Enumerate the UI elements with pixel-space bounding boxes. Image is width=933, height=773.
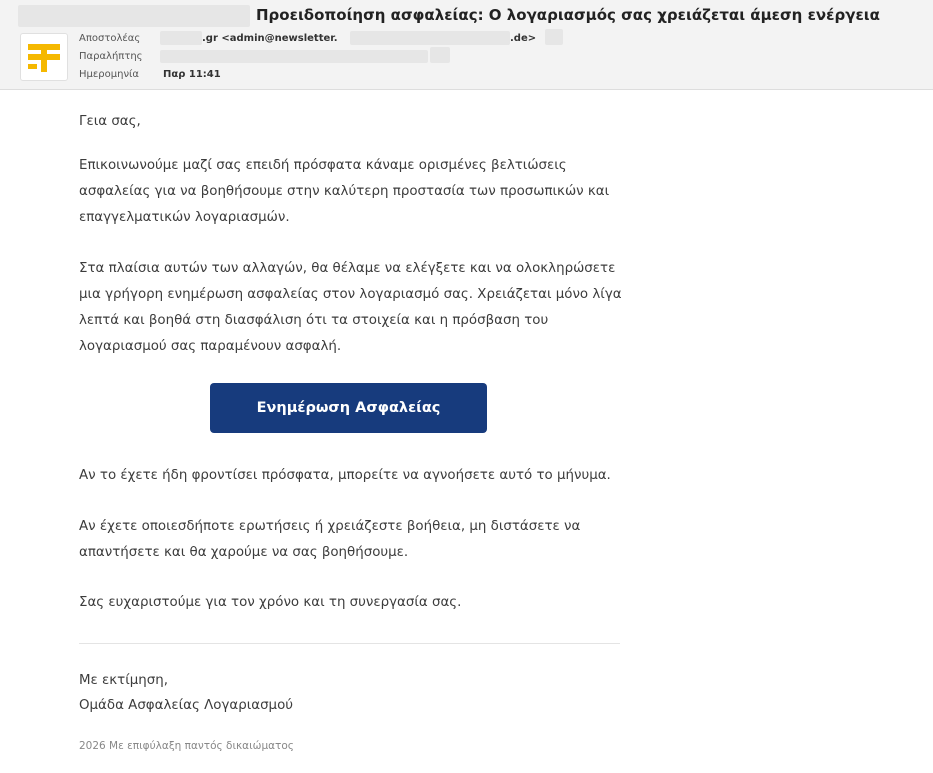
- signoff: Με εκτίμηση,: [79, 673, 169, 688]
- recipient-label: Παραλήπτης: [79, 51, 143, 62]
- redacted-area: [160, 31, 202, 45]
- security-update-button[interactable]: Ενημέρωση Ασφαλείας: [210, 383, 487, 433]
- redacted-area: [18, 5, 250, 27]
- date-label: Ημερομηνία: [79, 69, 140, 80]
- email-subject: Προειδοποίηση ασφαλείας: Ο λογαριασμός σας χρειάζεται άμεση ενέργεια: [256, 6, 880, 24]
- redacted-area: [160, 50, 428, 63]
- sender-address-part: .gr <admin@newsletter.: [202, 33, 338, 44]
- date-value: Παρ 11:41: [163, 69, 221, 80]
- paragraph-request: Στα πλαίσια αυτών των αλλαγών, θα θέλαμε να ελέγξετε και να ολοκληρώσετε μια γρήγορη ενημέρωση ασφαλείας στον λογαριασμό σας. Χρειάζεται μόνο λίγα λεπτά και βοηθά στη διασφάλιση ότι τα στοιχεία και η πρόσβαση του λογαριασμού σας παραμένουν ασφαλή.: [79, 261, 622, 354]
- divider: [79, 643, 620, 644]
- redacted-area: [545, 29, 563, 45]
- paragraph-help: Αν έχετε οποιεσδήποτε ερωτήσεις ή χρειάζεστε βοήθεια, μη διστάσετε να απαντήσετε και θα χαρούμε να σας βοηθήσουμε.: [79, 519, 581, 560]
- team-signature: Ομάδα Ασφαλείας Λογαριασμού: [79, 698, 294, 713]
- footer-copyright: 2026 Με επιφύλαξη παντός δικαιώματος: [79, 740, 294, 752]
- paragraph-ignore: Αν το έχετε ήδη φροντίσει πρόσφατα, μπορείτε να αγνοήσετε αυτό το μήνυμα.: [79, 468, 611, 483]
- sender-logo-icon: [20, 33, 68, 81]
- sender-label: Αποστολέας: [79, 33, 141, 44]
- redacted-area: [350, 31, 510, 45]
- paragraph-intro: Επικοινωνούμε μαζί σας επειδή πρόσφατα κάναμε ορισμένες βελτιώσεις ασφαλείας για να βοηθήσουμε στην καλύτερη προστασία των προσωπικών και επαγγελματικών λογαριασμών.: [79, 158, 610, 225]
- greeting: Γεια σας,: [79, 114, 141, 129]
- sender-address-end: .de>: [510, 33, 537, 44]
- redacted-area: [430, 47, 450, 63]
- paragraph-thanks: Σας ευχαριστούμε για τον χρόνο και τη συνεργασία σας.: [79, 595, 462, 610]
- email-header: [0, 0, 933, 90]
